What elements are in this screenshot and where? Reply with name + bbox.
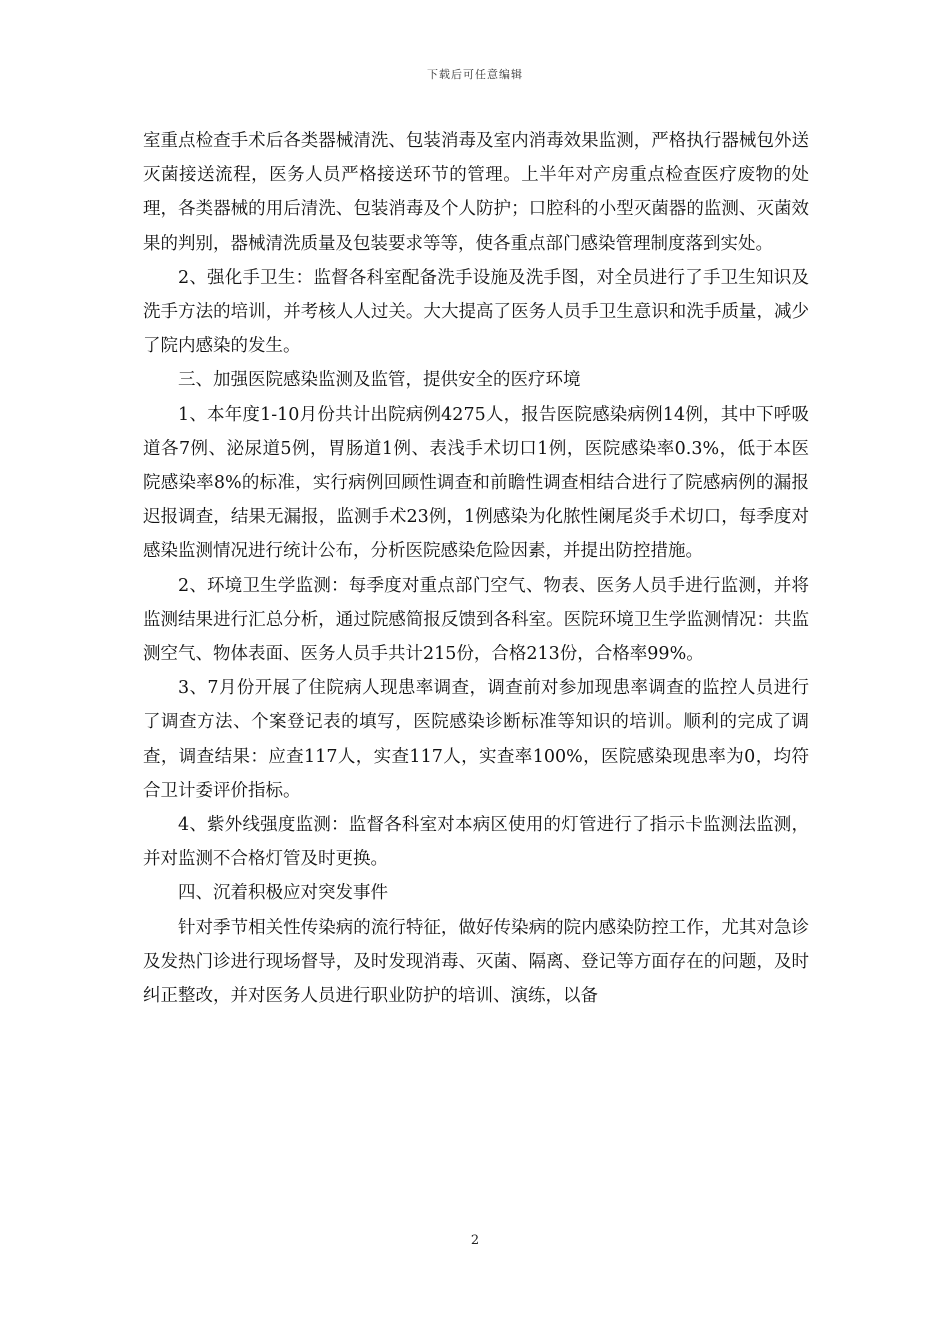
paragraph-continuation: 室重点检查手术后各类器械清洗、包装消毒及室内消毒效果监测，严格执行器械包外送灭菌接送流程，医务人员严格接送环节的管理。上半年对产房重点检查医疗废物的处理，各类器械的用后清洗、包装消毒及个人防护；口腔科的小型灭菌器的监测、灭菌效果的判别，器械清洗质量及包装要求等等，使各重点部门感染管理制度落到实处。: [143, 131, 809, 254]
section-heading-monitoring: 三、加强医院感染监测及监管，提供安全的医疗环境: [178, 370, 581, 391]
paragraph-infection-cases: 1、本年度1-10月份共计出院病例4275人，报告医院感染病例14例，其中下呼吸道各7例、泌尿道5例，胃肠道1例、表浅手术切口1例，医院感染率0.3%，低于本医院感染率8%的标准，实行病例回顾性调查和前瞻性调查相结合进行了院感病例的漏报迟报调查，结果无漏报，监测手术23例，1例感染为化脓性阑尾炎手术切口，每季度对感染监测情况进行统计公布，分析医院感染危险因素，并提出防控措施。: [143, 404, 809, 562]
paragraph-prevalence-survey: 3、7月份开展了住院病人现患率调查，调查前对参加现患率调查的监控人员进行了调查方法、个案登记表的填写，医院感染诊断标准等知识的培训。顺利的完成了调查，调查结果：应查117人，实查117人，实查率100%，医院感染现患率为0，均符合卫计委评价指标。: [143, 678, 809, 801]
paragraph-emergency-response: 针对季节相关性传染病的流行特征，做好传染病的院内感染防控工作，尤其对急诊及发热门诊进行现场督导，及时发现消毒、灭菌、隔离、登记等方面存在的问题，及时纠正整改，并对医务人员进行职业防护的培训、演练，以备: [143, 917, 809, 1007]
paragraph-uv-monitoring: 4、紫外线强度监测：监督各科室对本病区使用的灯管进行了指示卡监测法监测，并对监测不合格灯管及时更换。: [143, 815, 809, 870]
paragraph-environment-monitoring: 2、环境卫生学监测：每季度对重点部门空气、物表、医务人员手进行监测，并将监测结果进行汇总分析，通过院感简报反馈到各科室。医院环境卫生学监测情况：共监测空气、物体表面、医务人员手共计215份，合格213份，合格率99%。: [143, 575, 809, 665]
page-header: 下载后可任意编辑: [427, 68, 523, 81]
document-body: [143, 124, 809, 1013]
paragraph-hand-hygiene: 2、强化手卫生：监督各科室配备洗手设施及洗手图，对全员进行了手卫生知识及洗手方法的培训，并考核人人过关。大大提高了医务人员手卫生意识和洗手质量，减少了院内感染的发生。: [143, 267, 809, 357]
section-heading-emergency: 四、沉着积极应对突发事件: [178, 883, 388, 904]
page-number: 2: [470, 1233, 480, 1248]
